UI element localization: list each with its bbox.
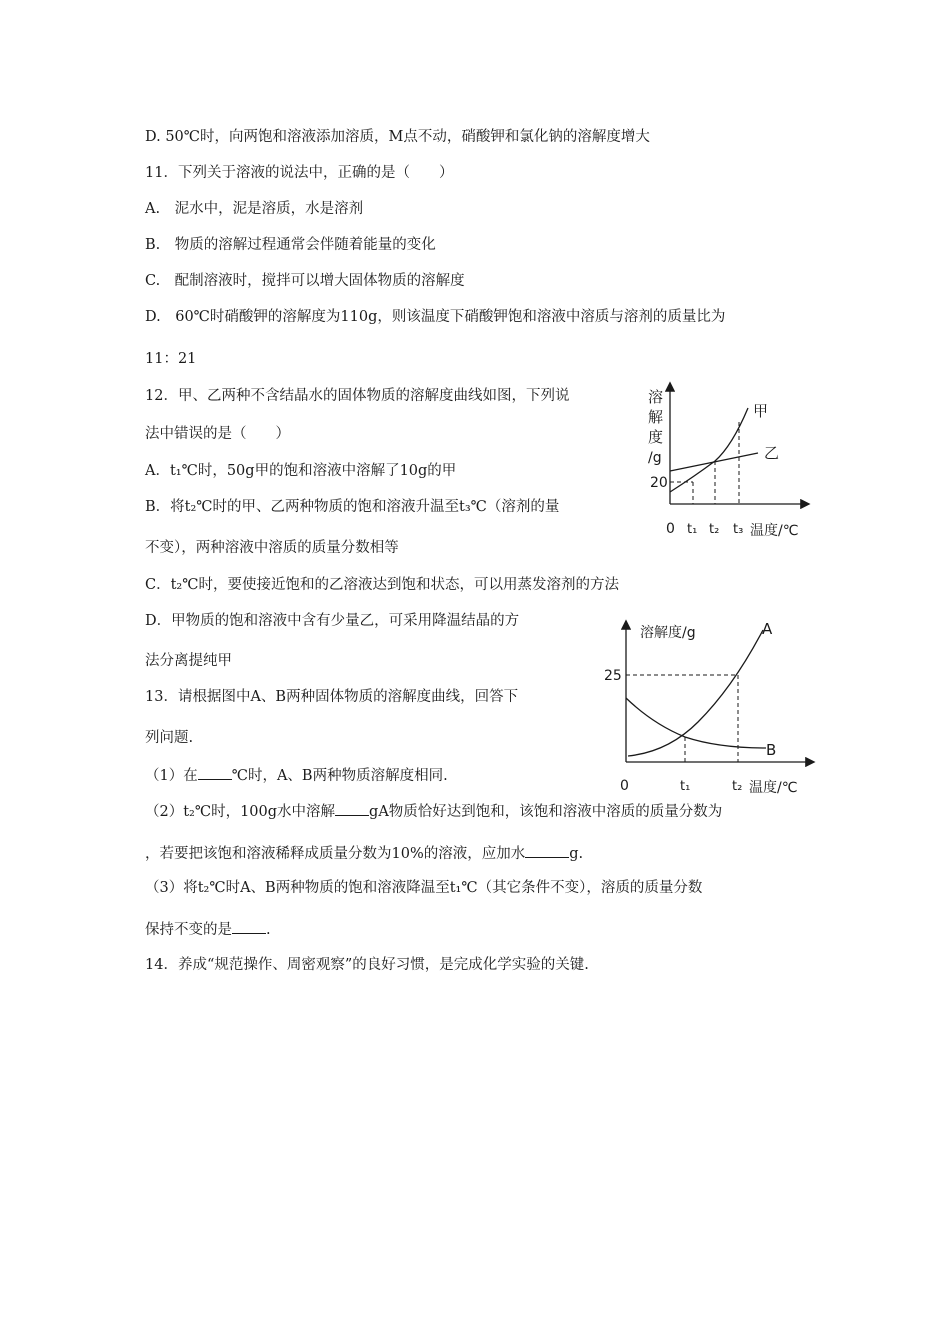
- question-12-cont: 法中错误的是（ ）: [145, 426, 290, 442]
- x-tick-label: t₁: [680, 779, 691, 794]
- q11-option-d-cont: 11：21: [145, 351, 197, 367]
- y-axis-label: 溶解度/g: [640, 625, 696, 641]
- answer-blank-3[interactable]: [525, 842, 569, 858]
- y-tick-label: 25: [604, 668, 622, 684]
- curve-label-yi: 乙: [764, 444, 780, 462]
- x-tick-label: t₂: [709, 522, 720, 537]
- x-tick-label: t₂: [732, 779, 743, 794]
- q13-part-1: （1）在 ℃时，A、B两种物质溶解度相同.: [145, 764, 448, 786]
- question-13-cont: 列问题.: [145, 730, 194, 746]
- question-11: 11．下列关于溶液的说法中，正确的是（ ）: [145, 165, 454, 181]
- question-12: 12．甲、乙两种不含结晶水的固体物质的溶解度曲线如图，下列说: [145, 388, 570, 404]
- answer-blank-1[interactable]: [198, 764, 232, 780]
- curve-label-jia: 甲: [753, 402, 769, 420]
- x-axis-label: 温度/℃: [749, 780, 798, 796]
- q13-part-3: （3）将t₂℃时A、B两种物质的饱和溶液降温至t₁℃（其它条件不变），溶质的质量分数: [145, 880, 703, 896]
- curve-label-b: B: [766, 741, 777, 759]
- curve-jia: [670, 408, 748, 492]
- answer-blank-4[interactable]: [232, 918, 266, 934]
- q13-part-3-cont: 保持不变的是 .: [145, 918, 271, 940]
- q11-option-a: A. 泥水中，泥是溶质，水是溶剂: [145, 201, 364, 217]
- x-axis-label: 温度/℃: [750, 523, 799, 539]
- y-label-char: 度: [648, 428, 664, 446]
- curve-label-a: A: [762, 620, 773, 638]
- y-label-char: /g: [648, 450, 662, 466]
- q12-option-b-cont: 不变），两种溶液中溶质的质量分数相等: [145, 540, 399, 556]
- q13-part-2: （2）t₂℃时，100g水中溶解 gA物质恰好达到饱和，该饱和溶液中溶质的质量分数为: [145, 800, 722, 822]
- question-13: 13．请根据图中A、B两种固体物质的溶解度曲线，回答下: [145, 689, 519, 705]
- y-label-char: 解: [648, 408, 664, 426]
- solubility-chart-1: [640, 378, 815, 548]
- x-tick-label: t₃: [733, 522, 744, 537]
- y-label-char: 溶: [648, 388, 664, 406]
- q11-option-d: D. 60℃时硝酸钾的溶解度为110g，则该温度下硝酸钾饱和溶液中溶质与溶剂的质量比为: [145, 309, 726, 325]
- q12-option-d-cont: 法分离提纯甲: [145, 653, 232, 669]
- curve-yi: [670, 453, 758, 471]
- y-tick-label: 20: [650, 475, 668, 491]
- q12-option-d: D．甲物质的饱和溶液中含有少量乙，可采用降温结晶的方: [145, 613, 520, 629]
- question-14: 14．养成“规范操作、周密观察”的良好习惯，是完成化学实验的关键.: [145, 957, 589, 973]
- q12-option-b: B．将t₂℃时的甲、乙两种物质的饱和溶液升温至t₃℃（溶剂的量: [145, 499, 560, 515]
- origin-label: 0: [666, 521, 675, 537]
- answer-blank-2[interactable]: [335, 800, 369, 816]
- origin-label: 0: [620, 778, 629, 794]
- q13-part-2-cont: ，若要把该饱和溶液稀释成质量分数为10%的溶液，应加水 g.: [145, 842, 583, 864]
- x-tick-label: t₁: [687, 522, 698, 537]
- curve-a: [628, 630, 763, 756]
- solubility-chart-2: [598, 612, 820, 800]
- q11-option-c: C. 配制溶液时，搅拌可以增大固体物质的溶解度: [145, 273, 465, 289]
- q12-option-c: C．t₂℃时，要使接近饱和的乙溶液达到饱和状态，可以用蒸发溶剂的方法: [145, 577, 619, 593]
- q12-option-a: A．t₁℃时，50g甲的饱和溶液中溶解了10g的甲: [145, 463, 457, 479]
- curve-b: [626, 698, 766, 748]
- q11-option-b: B. 物质的溶解过程通常会伴随着能量的变化: [145, 237, 436, 253]
- option-d-prev: D. 50℃时，向两饱和溶液添加溶质，M点不动，硝酸钾和氯化钠的溶解度增大: [145, 129, 650, 145]
